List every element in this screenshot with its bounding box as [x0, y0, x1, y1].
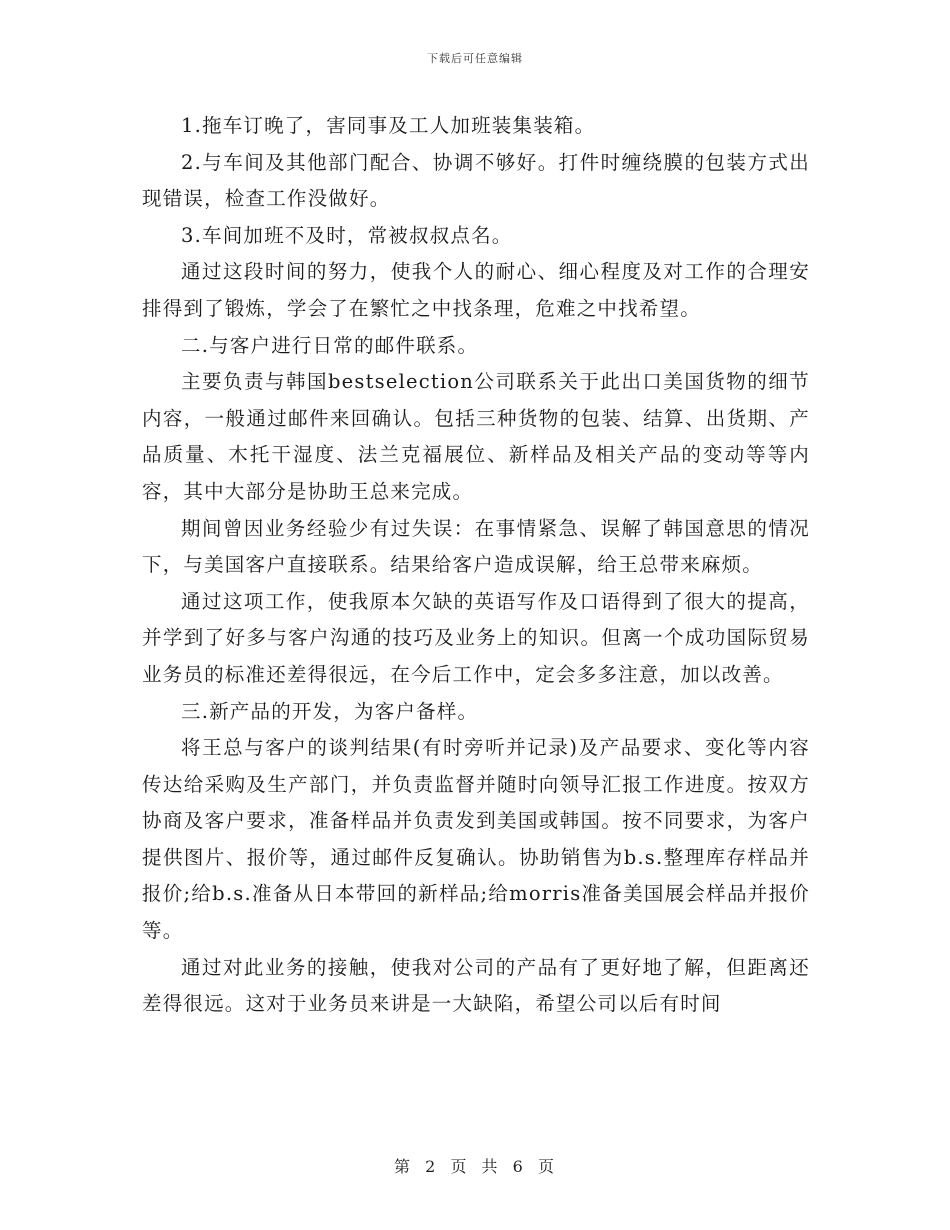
paragraph-issue-2: 2.与车间及其他部门配合、协调不够好。打件时缠绕膜的包装方式出现错误，检查工作没做好。	[142, 150, 810, 211]
document-body	[142, 108, 810, 1023]
page-header	[0, 50, 950, 66]
footer-total-word: 共	[481, 1157, 500, 1176]
header-text: 下载后可任意编辑	[427, 52, 523, 65]
section-heading-2: 二.与客户进行日常的邮件联系。	[181, 333, 479, 357]
section-heading-3: 三.新产品的开发，为客户备样。	[181, 699, 479, 723]
footer-page-word: 页	[450, 1157, 469, 1176]
paragraph-email-duties: 主要负责与韩国bestselection公司联系关于此出口美国货物的细节内容，一般通过邮件来回确认。包括三种货物的包装、结算、出货期、产品质量、木托干湿度、法兰克福展位、新样品及相关产品的变动等等内容，其中大部分是协助王总来完成。	[142, 370, 810, 503]
paragraph-issue-3: 3.车间加班不及时，常被叔叔点名。	[181, 223, 513, 247]
paragraph-mistake: 期间曾因业务经验少有过失误：在事情紧急、误解了韩国意思的情况下，与美国客户直接联系。结果给客户造成误解，给王总带来麻烦。	[142, 516, 810, 577]
footer-total-pages: 6	[512, 1157, 525, 1176]
page-footer	[0, 1154, 950, 1177]
paragraph-sample-duties: 将王总与客户的谈判结果(有时旁听并记录)及产品要求、变化等内容传达给采购及生产部门，并负责监督并随时向领导汇报工作进度。按双方协商及客户要求，准备样品并负责发到美国或韩国。按不同要求，为客户提供图片、报价等，通过邮件反复确认。协助销售为b.s.整理库存样品并报价;给b.s.准备从日本带回的新样品;给morris准备美国展会样品并报价等。	[142, 736, 810, 943]
footer-prefix: 第	[394, 1157, 413, 1176]
paragraph-issue-1: 1.拖车订晚了，害同事及工人加班装集装箱。	[181, 114, 596, 137]
footer-suffix: 页	[537, 1157, 556, 1176]
paragraph-summary-2: 通过这项工作，使我原本欠缺的英语写作及口语得到了很大的提高，并学到了好多与客户沟通的技巧及业务上的知识。但离一个成功国际贸易业务员的标准还差得很远，在今后工作中，定会多多注意，加以改善。	[142, 589, 810, 686]
paragraph-summary-3: 通过对此业务的接触，使我对公司的产品有了更好地了解，但距离还差得很远。这对于业务员来讲是一大缺陷，希望公司以后有时间	[142, 955, 810, 1016]
footer-current-page: 2	[425, 1157, 438, 1176]
paragraph-summary-1: 通过这段时间的努力，使我个人的耐心、细心程度及对工作的合理安排得到了锻炼，学会了在繁忙之中找条理，危难之中找希望。	[142, 260, 810, 320]
